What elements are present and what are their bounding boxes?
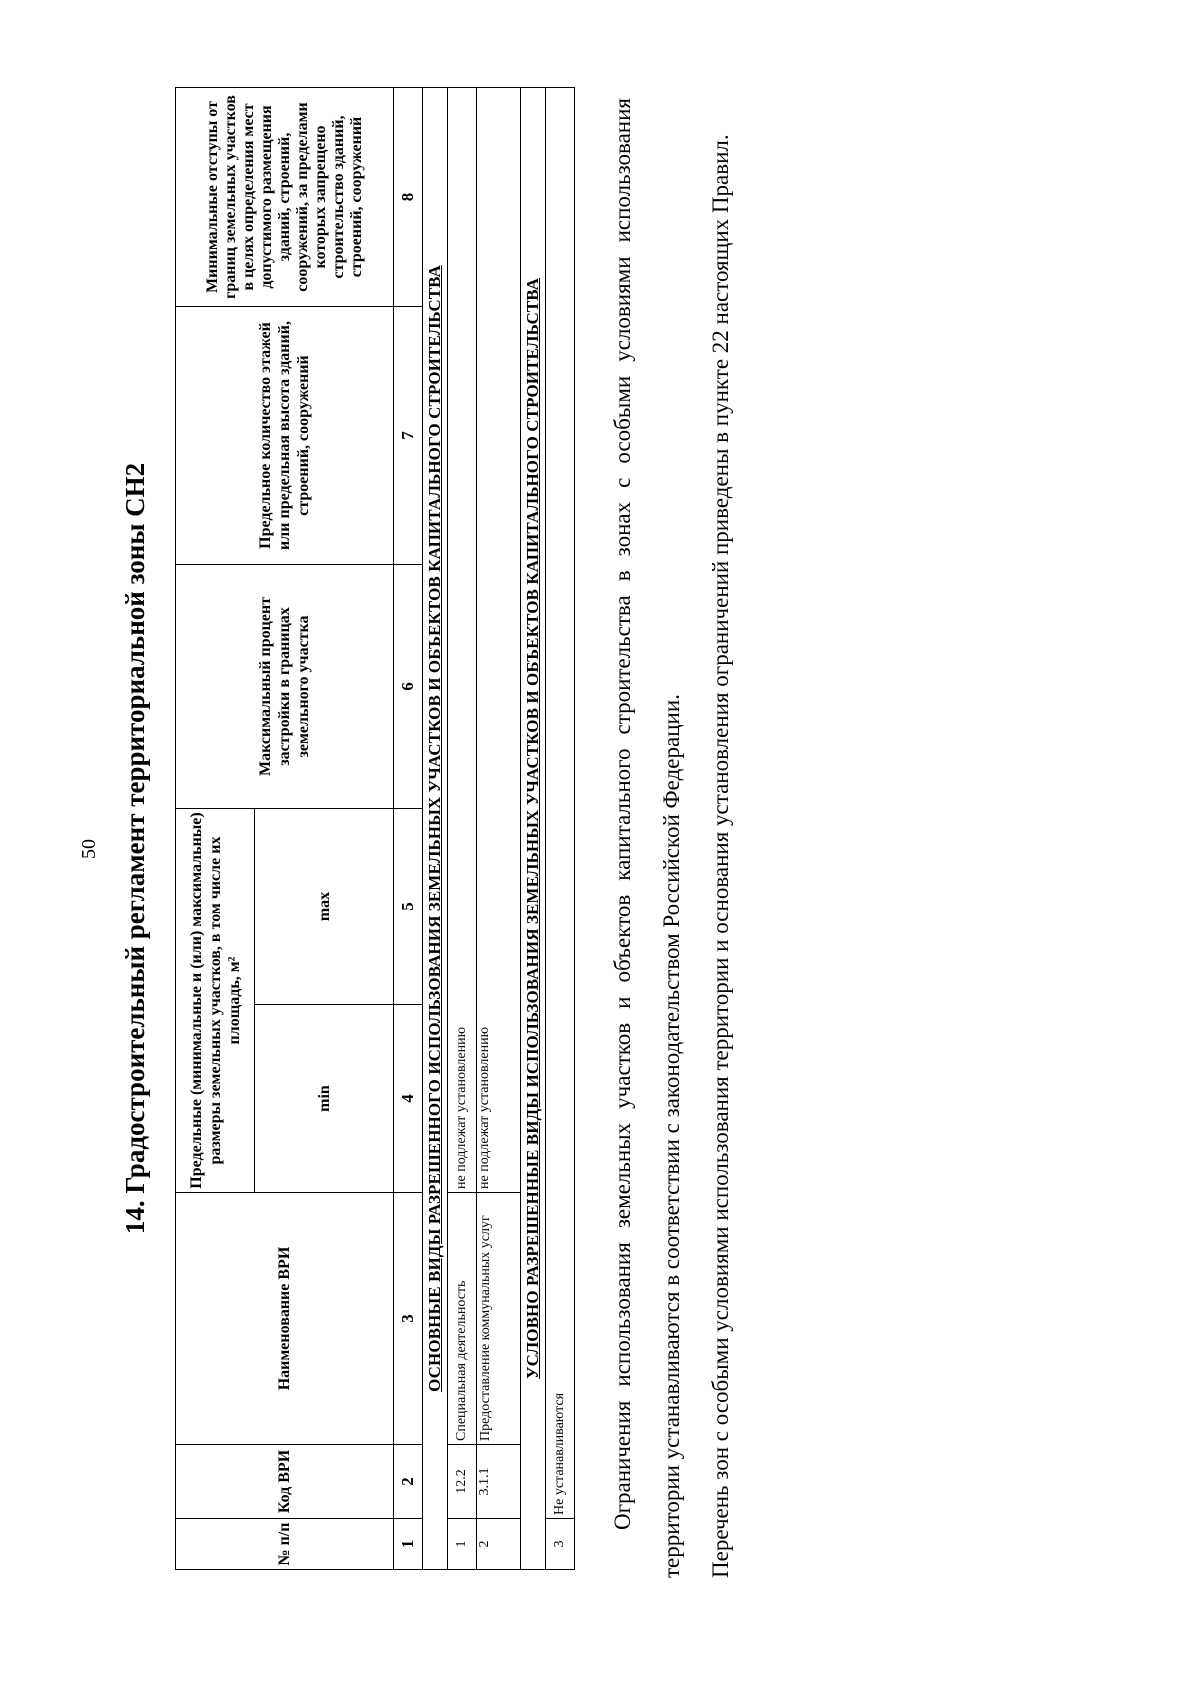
paragraph-restrictions: Ограничения использования земельных участков и объектов капитального строительства в зонах с особыми условиями использования территории устанавливаются в соответствии с законодательством Российской Федерации. [610,98,684,1578]
header-size: Предельные (минимальные и (или) максимальные) размеры земельных участков, в том числе их площадь, м² [176,808,255,1192]
row-text: Не устанавливаются [546,87,575,1518]
section-conditional-row [521,87,546,1569]
header-row [176,87,255,1569]
row-name: Предоставление коммунальных услуг [477,1193,521,1445]
table-row [546,87,575,1569]
page-number: 50 [78,839,100,859]
page-title: 14. Градостроительный регламент территориальной зоны СН2 [120,462,150,1235]
col-number: 5 [394,808,423,1004]
section-conditional-heading: УСЛОВНО РАЗРЕШЕННЫЕ ВИДЫ ИСПОЛЬЗОВАНИЯ ЗЕМЕЛЬНЫХ УЧАСТКОВ И ОБЪЕКТОВ КАПИТАЛЬНОГО СТРОИТЕЛЬСТВА [521,87,546,1569]
row-value: не подлежат установлению [477,87,521,1192]
row-name: Специальная деятельность [448,1193,477,1445]
header-num: № п/п [176,1519,394,1570]
header-setbacks: Минимальные отступы от границ земельных участков в целях определения мест допустимого размещения зданий, строений, сооружений, за пределами которых запрещено строительство зданий, строений, сооружений [176,87,394,306]
header-floors: Предельное количество этажей или предельная высота зданий, строений, сооружений [176,306,394,564]
col-number: 4 [394,1005,423,1193]
paragraph-zones-list: Перечень зон с особыми условиями использования территории и основания установления ограничений приведены в пункте 22 настоящих Правил. [708,134,733,1578]
col-number: 3 [394,1193,423,1445]
row-num: 3 [546,1519,575,1570]
section-main-row [423,87,448,1569]
regulation-table [175,87,575,1570]
header-max: max [255,808,394,1004]
col-number: 8 [394,87,423,306]
body-text [598,98,745,1578]
table-row [448,87,477,1569]
row-code: 3.1.1 [477,1445,521,1519]
col-number: 7 [394,306,423,564]
header-code: Код ВРИ [176,1445,394,1519]
header-percent: Максимальный процент застройки в границах земельного участка [176,564,394,808]
row-code: 12.2 [448,1445,477,1519]
col-number: 6 [394,564,423,808]
row-num: 2 [477,1519,521,1570]
header-name: Наименование ВРИ [176,1193,394,1445]
header-min: min [255,1005,394,1193]
column-number-row [394,87,423,1569]
col-number: 2 [394,1445,423,1519]
table-row [477,87,521,1569]
col-number: 1 [394,1519,423,1570]
row-value: не подлежат установлению [448,87,477,1192]
row-num: 1 [448,1519,477,1570]
section-main-heading: ОСНОВНЫЕ ВИДЫ РАЗРЕШЕННОГО ИСПОЛЬЗОВАНИЯ ЗЕМЕЛЬНЫХ УЧАСТКОВ И ОБЪЕКТОВ КАПИТАЛЬНОГО СТРОИТЕЛЬСТВА [423,87,448,1569]
